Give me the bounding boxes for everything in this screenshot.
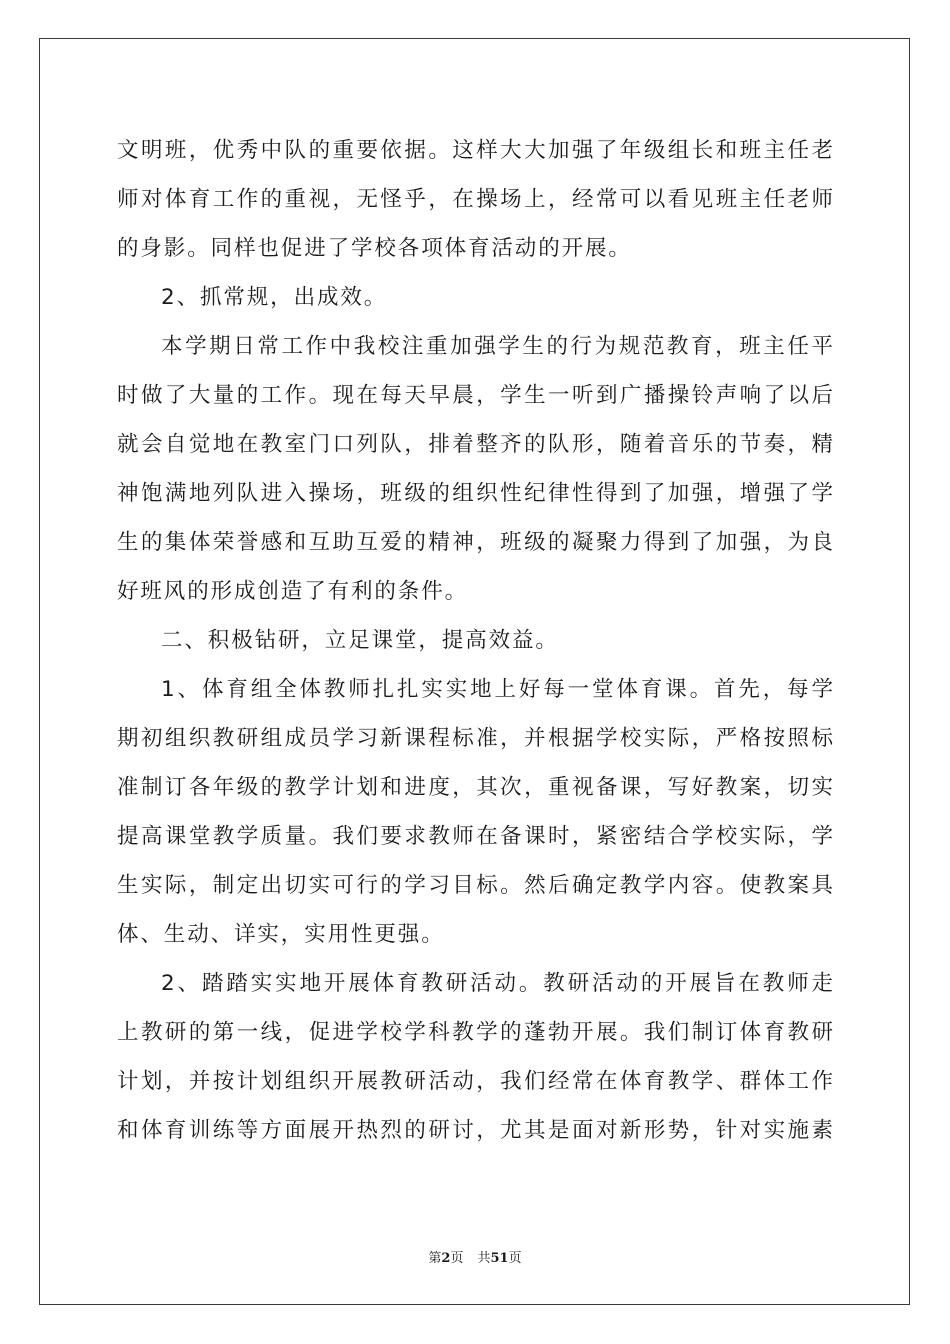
- text-line: 2、抓常规，出成效。: [161, 285, 388, 310]
- page-suffix: 页: [450, 1251, 464, 1266]
- text-line: 和体育训练等方面展开热烈的研讨，尤其是面对新形势，针对实施素: [117, 1118, 833, 1143]
- text-line: 的身影。同样也促进了学校各项体育活动的开展。: [117, 236, 632, 261]
- text-line: 2、踏踏实实地开展体育教研活动。教研活动的开展旨在教师走: [161, 971, 833, 996]
- text-line: 生实际，制定出切实可行的学习目标。然后确定教学内容。使教案具: [117, 873, 833, 898]
- text-line: 就会自觉地在教室门口列队，排着整齐的队形，随着音乐的节奏，精: [117, 432, 833, 457]
- text-line: 计划，并按计划组织开展教研活动，我们经常在体育教学、群体工作: [117, 1069, 833, 1094]
- text-line: 时做了大量的工作。现在每天早晨，学生一听到广播操铃声响了以后: [117, 383, 833, 408]
- page-number: 2: [441, 1251, 451, 1266]
- text-line: 师对体育工作的重视，无怪乎，在操场上，经常可以看见班主任老师: [117, 187, 833, 212]
- text-line: 1、体育组全体教师扎扎实实地上好每一堂体育课。首先，每学: [161, 677, 833, 702]
- text-line: 文明班，优秀中队的重要依据。这样大大加强了年级组长和班主任老: [117, 138, 833, 163]
- total-suffix: 页: [508, 1251, 522, 1266]
- text-line: 神饱满地列队进入操场，班级的组织性纪律性得到了加强，增强了学: [117, 481, 833, 506]
- page-footer: [0, 1247, 950, 1266]
- text-line: 本学期日常工作中我校注重加强学生的行为规范教育，班主任平: [161, 334, 833, 359]
- total-prefix: 共: [477, 1251, 491, 1266]
- text-line: 准制订各年级的教学计划和进度，其次，重视备课，写好教案，切实: [117, 775, 833, 800]
- text-line: 二、积极钻研，立足课堂，提高效益。: [161, 628, 559, 653]
- document-body: [117, 126, 833, 1155]
- text-line: 体、生动、详实，实用性更强。: [117, 922, 445, 947]
- text-line: 提高课堂教学质量。我们要求教师在备课时，紧密结合学校实际，学: [117, 824, 833, 849]
- page-prefix: 第: [428, 1251, 442, 1266]
- total-pages: 51: [490, 1251, 509, 1266]
- text-line: 生的集体荣誉感和互助互爱的精神，班级的凝聚力得到了加强，为良: [117, 530, 833, 555]
- text-line: 好班风的形成创造了有利的条件。: [117, 579, 469, 604]
- text-line: 上教研的第一线，促进学校学科教学的蓬勃开展。我们制订体育教研: [117, 1020, 833, 1045]
- text-line: 期初组织教研组成员学习新课程标准，并根据学校实际，严格按照标: [117, 726, 833, 751]
